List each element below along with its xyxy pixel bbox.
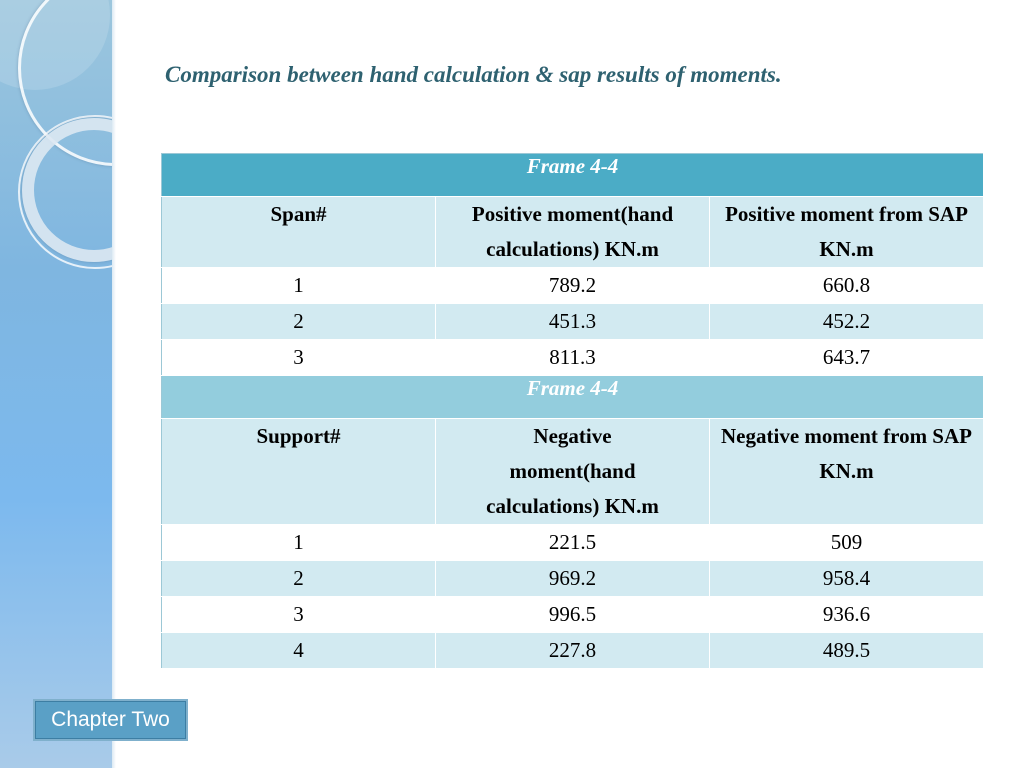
table-cell: 2 [162, 561, 436, 597]
frame-label: Frame 4-4 [162, 154, 984, 197]
table-cell: 451.3 [436, 304, 710, 340]
table-cell: 489.5 [710, 633, 984, 669]
table-cell: 221.5 [436, 525, 710, 561]
table-row [162, 525, 984, 561]
side-panel-edge [112, 0, 116, 768]
table-cell: 4 [162, 633, 436, 669]
frame-label: Frame 4-4 [162, 376, 984, 419]
frame-header-row [162, 376, 984, 419]
column-header-negative-sap: Negative moment from SAP KN.m [710, 419, 984, 525]
table-cell: 452.2 [710, 304, 984, 340]
frame-header-row [162, 154, 984, 197]
table-cell: 969.2 [436, 561, 710, 597]
table-row [162, 304, 984, 340]
table-cell: 2 [162, 304, 436, 340]
table-cell: 3 [162, 597, 436, 633]
table-cell: 1 [162, 268, 436, 304]
column-header-positive-sap: Positive moment from SAP KN.m [710, 197, 984, 268]
table-cell: 789.2 [436, 268, 710, 304]
table-row [162, 561, 984, 597]
chapter-badge: Chapter Two [33, 699, 188, 741]
column-header-row [162, 197, 984, 268]
table-cell: 3 [162, 340, 436, 376]
table-cell: 811.3 [436, 340, 710, 376]
side-decoration-panel [0, 0, 113, 768]
table-cell: 643.7 [710, 340, 984, 376]
column-header-support: Support# [162, 419, 436, 525]
column-header-row [162, 419, 984, 525]
moments-comparison-table [161, 153, 984, 669]
table-cell: 660.8 [710, 268, 984, 304]
table-row [162, 268, 984, 304]
table-cell: 996.5 [436, 597, 710, 633]
table-cell: 509 [710, 525, 984, 561]
column-header-negative-hand: Negative moment(hand calculations) KN.m [436, 419, 710, 525]
table-cell: 958.4 [710, 561, 984, 597]
column-header-span: Span# [162, 197, 436, 268]
table-cell: 1 [162, 525, 436, 561]
table-row [162, 633, 984, 669]
slide-title: Comparison between hand calculation & sap results of moments. [165, 62, 782, 87]
column-header-positive-hand: Positive moment(hand calculations) KN.m [436, 197, 710, 268]
table-row [162, 597, 984, 633]
table-row [162, 340, 984, 376]
table-cell: 936.6 [710, 597, 984, 633]
table-cell: 227.8 [436, 633, 710, 669]
